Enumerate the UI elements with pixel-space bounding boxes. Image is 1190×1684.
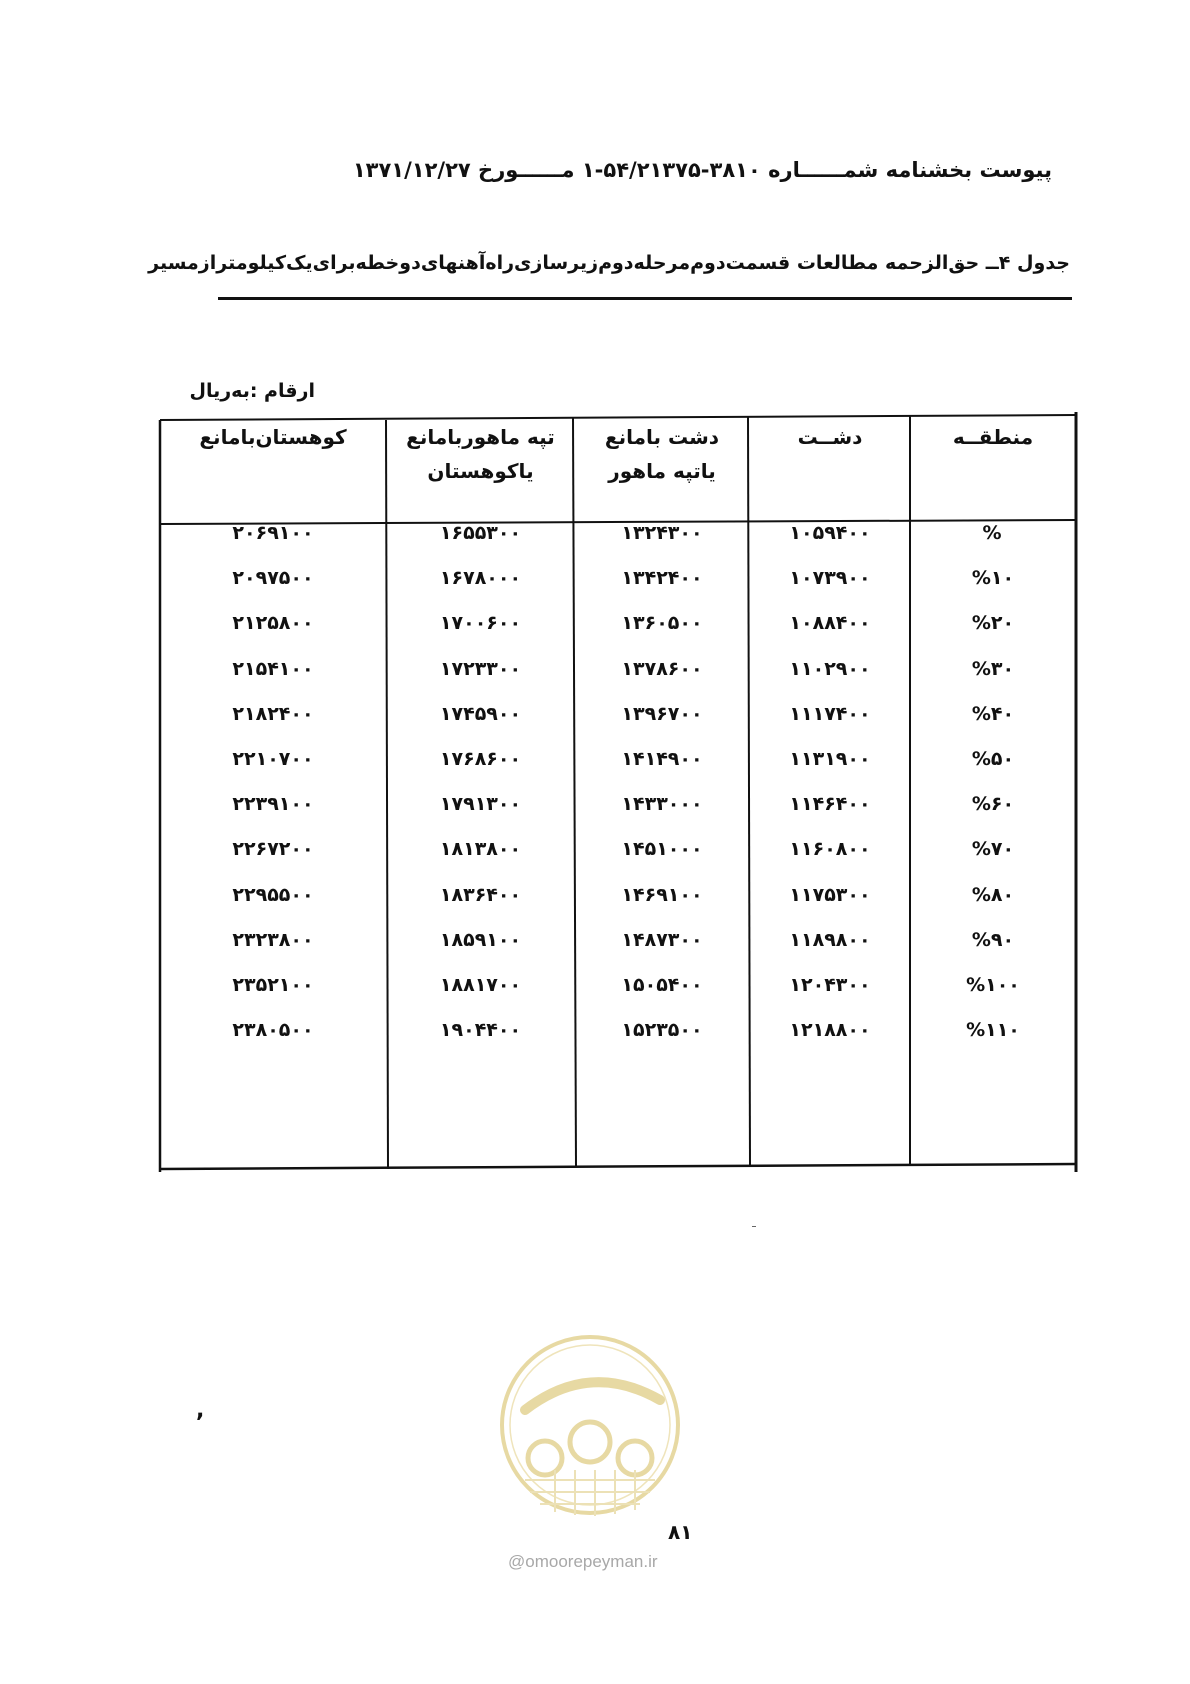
header-zone: منطقــه: [952, 425, 1034, 449]
stray-mark: [752, 1226, 756, 1227]
omoorepeyman-seal-logo: [495, 1330, 685, 1520]
plain-cell: ۱۱۷۵۳۰۰: [789, 883, 871, 906]
hill-obstacle-cell: ۱۶۵۵۳۰۰: [439, 522, 522, 544]
stray-comma: ,: [196, 1398, 205, 1423]
mountain-obstacle-cell: ۲۱۵۴۱۰۰: [232, 657, 314, 680]
plain-obstacle-cell: ۱۳۶۰۵۰۰: [621, 612, 703, 635]
mountain-obstacle-cell: ۲۰۶۹۱۰۰: [232, 522, 314, 544]
zone-cell: %۱۰۰: [966, 974, 1020, 996]
units-note: ارقام :به‌ریال: [189, 380, 315, 402]
plain-obstacle-cell: ۱۳۲۴۳۰۰: [621, 522, 703, 544]
plain-cell: ۱۲۱۸۸۰۰: [789, 1019, 871, 1042]
hill-obstacle-cell: ۱۷۰۰۶۰۰: [439, 612, 522, 635]
mountain-obstacle-cell: ۲۰۹۷۵۰۰: [232, 567, 314, 590]
hill-obstacle-cell: ۱۸۳۶۴۰۰: [439, 883, 522, 906]
zone-cell: %۱۱۰: [966, 1019, 1020, 1042]
mountain-obstacle-cell: ۲۳۵۲۱۰۰: [232, 974, 314, 996]
plain-obstacle-cell: ۱۴۳۳۰۰۰: [621, 793, 703, 816]
plain-cell: ۱۱۸۹۸۰۰: [789, 928, 871, 951]
plain-obstacle-cell: ۱۵۰۵۴۰۰: [621, 974, 703, 996]
zone-cell: %۵۰: [971, 748, 1015, 770]
mountain-obstacle-cell: ۲۲۱۰۷۰۰: [232, 748, 314, 770]
zone-cell: %: [982, 522, 1004, 544]
zone-cell: %۶۰: [971, 793, 1015, 816]
hill-obstacle-cell: ۱۶۷۸۰۰۰: [439, 567, 522, 590]
zone-cell: %۹۰: [971, 928, 1015, 951]
hill-obstacle-cell: ۱۷۹۱۳۰۰: [439, 793, 522, 816]
plain-cell: ۱۱۰۲۹۰۰: [789, 657, 871, 680]
mountain-obstacle-cell: ۲۱۲۵۸۰۰: [232, 612, 314, 635]
plain-cell: ۱۱۶۰۸۰۰: [789, 838, 871, 861]
title-underline: [218, 297, 1072, 300]
header-hill-obstacle: تپه ماهوربامانع یاکوهستان: [406, 425, 555, 483]
table-title: جدول ۴ــ حق‌الزحمه مطالعات قسمت‌دوم‌مرحله‌دوم‌زیرسازی‌راه‌آهنهای‌دوخطه‌برای‌یک‌کیلومترازمسیر: [148, 252, 1070, 274]
plain-cell: ۱۲۰۴۳۰۰: [789, 974, 871, 996]
plain-cell: ۱۱۳۱۹۰۰: [789, 748, 871, 770]
header-plain-obstacle: دشت بامانع یاتپه ماهور: [604, 425, 720, 483]
hill-obstacle-cell: ۱۸۱۳۸۰۰: [439, 838, 522, 861]
plain-obstacle-cell: ۱۳۷۸۶۰۰: [621, 657, 703, 680]
plain-cell: ۱۰۷۳۹۰۰: [789, 567, 871, 590]
fee-table: [158, 412, 1078, 1172]
plain-obstacle-cell: ۱۳۹۶۷۰۰: [621, 702, 703, 725]
zone-cell: %۴۰: [971, 702, 1015, 725]
plain-cell: ۱۰۵۹۴۰۰: [789, 522, 871, 544]
plain-obstacle-cell: ۱۴۶۹۱۰۰: [621, 883, 703, 906]
hill-obstacle-cell: ۱۸۸۱۷۰۰: [439, 974, 522, 996]
mountain-obstacle-cell: ۲۳۲۳۸۰۰: [232, 928, 314, 951]
hill-obstacle-cell: ۱۷۴۵۹۰۰: [439, 702, 522, 725]
plain-obstacle-cell: ۱۴۱۴۹۰۰: [621, 748, 703, 770]
plain-cell: ۱۱۱۷۴۰۰: [789, 702, 871, 725]
mountain-obstacle-cell: ۲۲۳۹۱۰۰: [232, 793, 314, 816]
circular-reference-line: پیوست بخشنامه شمــــــاره ۳۸۱۰-۵۴/۲۱۳۷۵-۱ مــــــورخ ۱۳۷۱/۱۲/۲۷: [352, 158, 1052, 182]
zone-cell: %۲۰: [971, 612, 1015, 635]
plain-cell: ۱۱۴۶۴۰۰: [789, 793, 871, 816]
plain-cell: ۱۰۸۸۴۰۰: [789, 612, 871, 635]
zone-cell: %۱۰: [971, 567, 1015, 590]
mountain-obstacle-cell: ۲۳۸۰۵۰۰: [232, 1019, 314, 1042]
zone-cell: %۳۰: [971, 657, 1015, 680]
hill-obstacle-cell: ۱۷۲۳۳۰۰: [439, 657, 522, 680]
watermark-handle: @omoorepeyman.ir: [508, 1552, 658, 1571]
plain-obstacle-cell: ۱۴۸۷۳۰۰: [621, 928, 703, 951]
page-number: ۸۱: [668, 1520, 693, 1544]
mountain-obstacle-cell: ۲۲۹۵۵۰۰: [232, 883, 314, 906]
plain-obstacle-cell: ۱۳۴۲۴۰۰: [621, 567, 703, 590]
mountain-obstacle-cell: ۲۱۸۲۴۰۰: [232, 702, 314, 725]
mountain-obstacle-cell: ۲۲۶۷۲۰۰: [232, 838, 314, 861]
hill-obstacle-cell: ۱۷۶۸۶۰۰: [439, 748, 522, 770]
header-plain: دشــت: [797, 425, 863, 449]
plain-obstacle-cell: ۱۴۵۱۰۰۰: [621, 838, 703, 861]
zone-cell: %۷۰: [971, 838, 1015, 861]
hill-obstacle-cell: ۱۹۰۴۴۰۰: [439, 1019, 522, 1042]
zone-cell: %۸۰: [971, 883, 1015, 906]
hill-obstacle-cell: ۱۸۵۹۱۰۰: [439, 928, 522, 951]
plain-obstacle-cell: ۱۵۲۳۵۰۰: [621, 1019, 703, 1042]
header-mountain-obstacle: کوهستان‌بامانع: [199, 425, 347, 449]
